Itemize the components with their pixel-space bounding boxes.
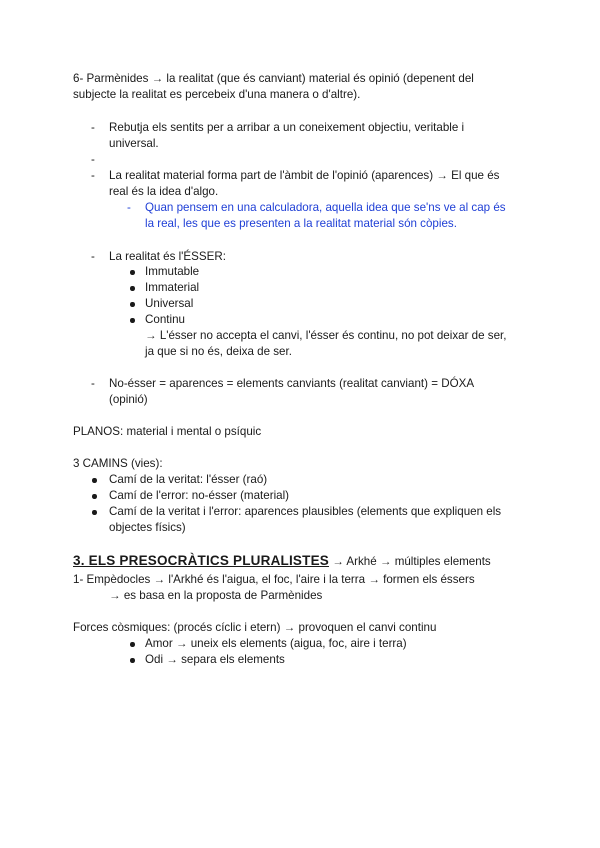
bullet-dot <box>130 286 135 291</box>
bullet-dot <box>130 318 135 323</box>
bullet-dot <box>130 658 135 663</box>
section3-heading: 3. ELS PRESOCRÀTICS PLURALISTES <box>73 553 329 568</box>
dash-bullet: - <box>91 169 95 182</box>
cami-veritat: Camí de la veritat: l'ésser (raó) <box>109 473 268 486</box>
empedocles-note: → es basa en la proposta de Parmènides <box>109 589 323 602</box>
bullet-dot <box>130 302 135 307</box>
dash-bullet: - <box>91 121 95 134</box>
item-sentits-line1: Rebutja els sentits per a arribar a un coneixement objectiu, veritable i <box>109 121 465 134</box>
parmenides-intro-line2: subjecte la realitat es percebeix d'una manera o d'altre). <box>73 88 361 101</box>
section3-heading-row <box>73 553 491 570</box>
dash-bullet: - <box>91 250 95 263</box>
force-amor: Amor → uneix els elements (aigua, foc, aire i terra) <box>145 637 407 650</box>
dash-bullet: - <box>91 153 95 166</box>
esser-prop-continu: Continu <box>145 313 185 326</box>
item-no-esser-line1: No-ésser = aparences = elements canviants (realitat canviant) = DÓXA <box>109 377 475 390</box>
camins-title: 3 CAMINS (vies): <box>73 457 163 470</box>
cami-veritat-error: Camí de la veritat i l'error: aparences plausibles (elements que expliquen els <box>109 505 502 518</box>
planos-line: PLANOS: material i mental o psíquic <box>73 425 262 438</box>
empedocles-line: 1- Empèdocles → l'Arkhé és l'aigua, el foc, l'aire i la terra → formen els éssers <box>73 573 475 586</box>
calculadora-note-line2: la real, les que es presenten a la realitat material són còpies. <box>145 217 457 230</box>
cami-veritat-error-cont: objectes físics) <box>109 521 186 534</box>
continu-note-line1: → L'ésser no accepta el canvi, l'ésser és continu, no pot deixar de ser, <box>145 329 507 342</box>
item-sentits-line2: universal. <box>109 137 159 150</box>
bullet-dot <box>92 478 97 483</box>
forces-line: Forces còsmiques: (procés cíclic i etern) → provoquen el canvi continu <box>73 621 437 634</box>
item-realitat-line1: La realitat material forma part de l'àmbit de l'opinió (aparences) → El que és <box>109 169 500 182</box>
esser-prop-immaterial: Immaterial <box>145 281 200 294</box>
parmenides-intro-line1: 6- Parmènides → la realitat (que és canviant) material és opinió (depenent del <box>73 72 474 85</box>
item-realitat-line2: real és la idea d'algo. <box>109 185 219 198</box>
bullet-dot <box>92 494 97 499</box>
item-no-esser-line2: (opinió) <box>109 393 148 406</box>
dash-bullet: - <box>127 201 131 214</box>
esser-prop-universal: Universal <box>145 297 194 310</box>
bullet-dot <box>92 510 97 515</box>
cami-error: Camí de l'error: no-ésser (material) <box>109 489 290 502</box>
section3-heading-tail: → Arkhé → múltiples elements <box>328 555 491 568</box>
esser-prop-immutable: Immutable <box>145 265 200 278</box>
dash-bullet: - <box>91 377 95 390</box>
continu-note-line2: ja que si no és, deixa de ser. <box>145 345 292 358</box>
bullet-dot <box>130 270 135 275</box>
calculadora-note-line1: Quan pensem en una calculadora, aquella idea que se'ns ve al cap és <box>145 201 506 214</box>
bullet-dot <box>130 642 135 647</box>
item-esser: La realitat és l'ÉSSER: <box>109 250 226 263</box>
force-odi: Odi → separa els elements <box>145 653 285 666</box>
